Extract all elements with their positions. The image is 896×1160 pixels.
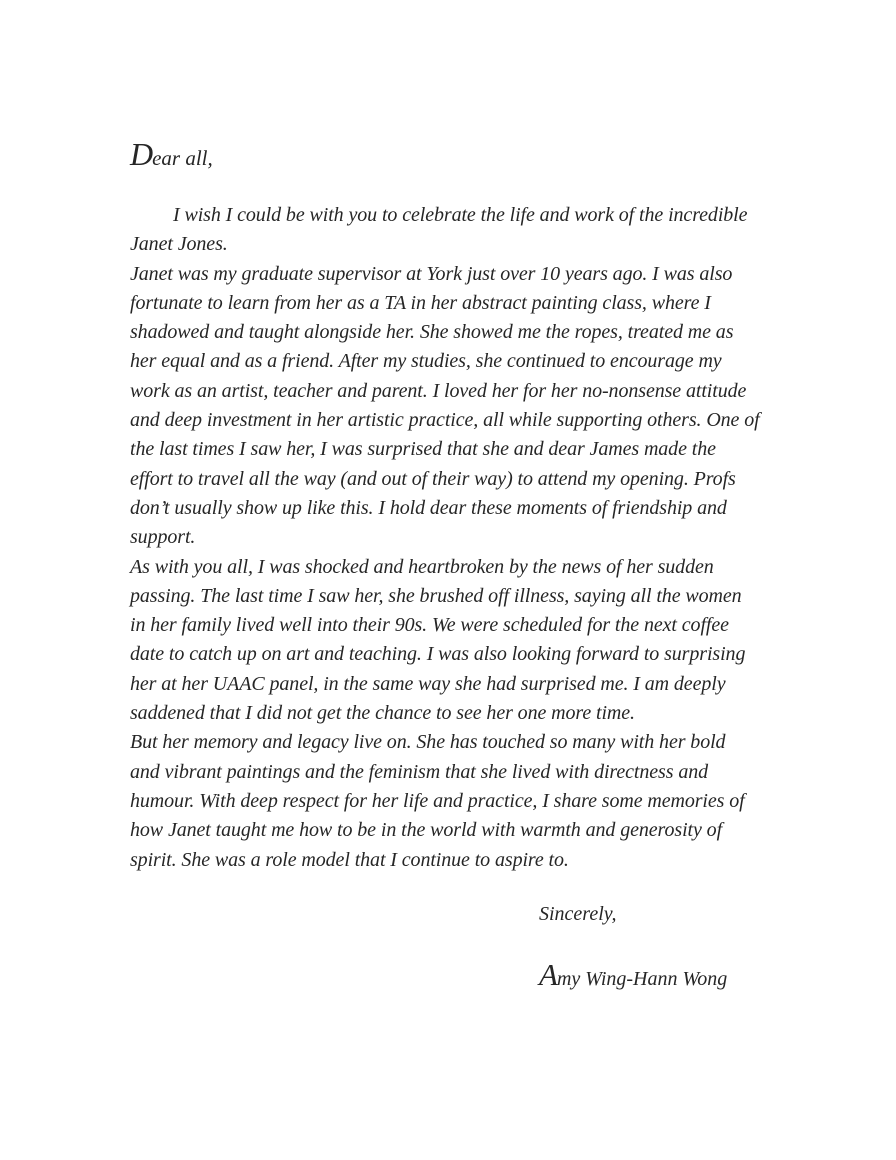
signature-text: my Wing-Hann Wong [556,968,728,990]
letter-line: how Janet taught me how to be in the world with warmth and generosity of [130,819,723,842]
letter-line: fortunate to learn from her as a TA in her abstract painting class, where I [130,291,711,314]
letter-line: shadowed and taught alongside her. She showed me the ropes, treated me as [130,321,734,344]
letter-line: and vibrant paintings and the feminism that she lived with directness and [130,760,709,783]
letter-line: date to catch up on art and teaching. I was also looking forward to surprising [130,643,746,666]
letter-line: the last times I saw her, I was surprised that she and dear James made the [130,438,716,461]
closing: Sincerely, [539,903,617,925]
letter-line: humour. With deep respect for her life and practice, I share some memories of [130,789,745,812]
letter-body [130,201,770,875]
letter-line: support. [130,526,196,549]
letter-line: spirit. She was a role model that I continue to aspire to. [130,848,569,871]
letter-line: But her memory and legacy live on. She has touched so many with her bold [130,731,726,754]
letter-line: As with you all, I was shocked and heartbroken by the news of her sudden [130,555,714,578]
letter-line: in her family lived well into their 90s. We were scheduled for the next coffee [130,614,729,637]
letter-line: don’t usually show up like this. I hold dear these moments of friendship and [130,496,727,519]
signature [539,957,727,993]
letter-line: and deep investment in her artistic practice, all while supporting others. One of [130,409,760,432]
letter-line: Janet Jones. [130,233,228,256]
signature-swash-initial: A [539,957,557,992]
letter-line: saddened that I did not get the chance to see her one more time. [130,702,635,725]
letter-line: passing. The last time I saw her, she brushed off illness, saying all the women [130,584,742,607]
letter-line: Janet was my graduate supervisor at York just over 10 years ago. I was also [130,262,733,285]
letter-line: her equal and as a friend. After my studies, she continued to encourage my [130,350,722,373]
salutation [130,136,213,176]
salutation-swash-initial: D [130,136,153,172]
letter-line: her at her UAAC panel, in the same way she had surprised me. I am deeply [130,672,726,695]
letter-line: work as an artist, teacher and parent. I loved her for her no-nonsense attitude [130,379,747,402]
letter-line: effort to travel all the way (and out of their way) to attend my opening. Profs [130,467,736,490]
letter-line: I wish I could be with you to celebrate the life and work of the incredible [173,204,748,226]
salutation-text: ear all, [152,146,213,170]
